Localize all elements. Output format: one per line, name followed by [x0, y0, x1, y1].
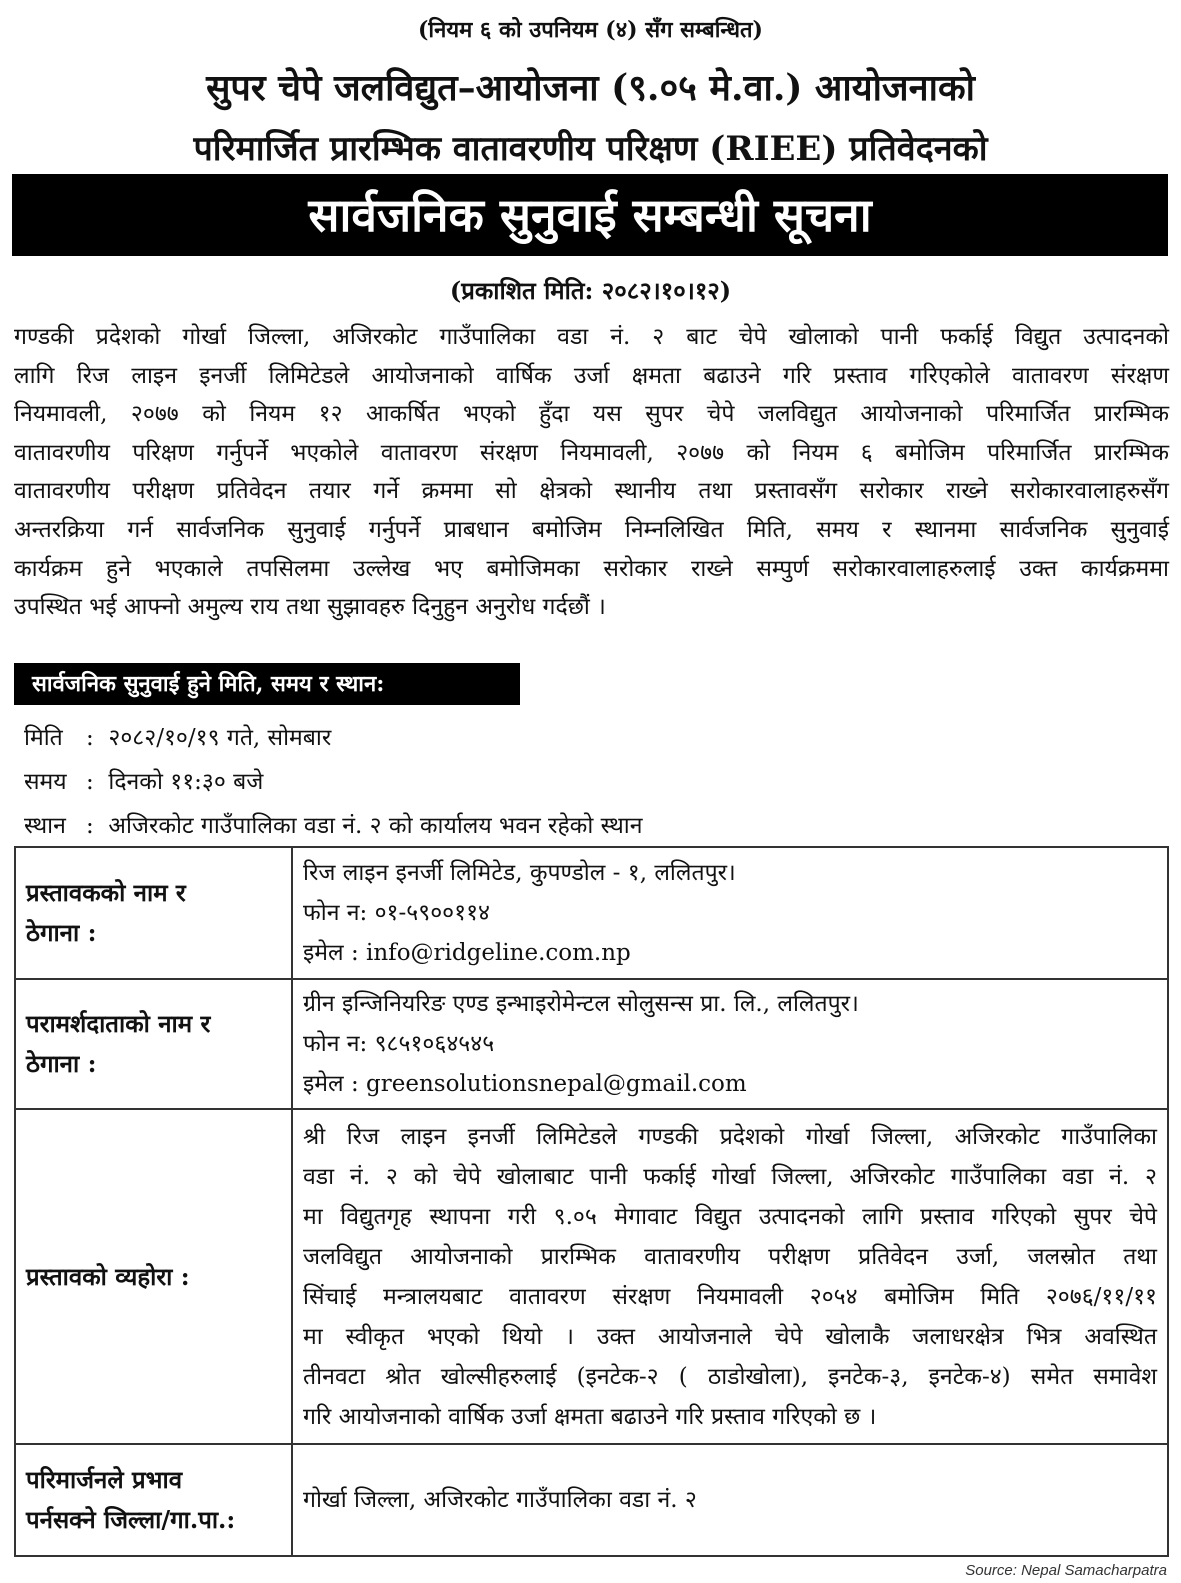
row-value-line: ग्रीन इन्जिनियरिङ एण्ड इन्भाइरोमेन्टल सोलुसन्स प्रा. लि., ललितपुर। — [303, 991, 859, 1017]
row-value-line: मा स्वीकृत भएको थियो । उक्त आयोजनाले चेपे खोलाकै जलाधरक्षेत्र भित्र अवस्थित — [303, 1323, 1157, 1350]
body-line: नियमावली, २०७७ को नियम १२ आकर्षित भएको हुँदा यस सुपर चेपे जलविद्युत आयोजनाको परिमार्जित प्रारम्भिक — [14, 401, 1169, 428]
row-value — [292, 847, 1168, 979]
row-label-line: प्रस्तावकको नाम र — [26, 878, 186, 907]
hearing-date: मिति : २०८२/१०/१९ गते, सोमबार — [24, 725, 332, 751]
title-line-2: परिमार्जित प्रारम्भिक वातावरणीय परिक्षण (RIEE) प्रतिवेदनको — [193, 129, 988, 169]
row-label — [15, 1444, 292, 1556]
body-line: गण्डकी प्रदेशको गोर्खा जिल्ला, अजिरकोट गाउँपालिका वडा नं. २ बाट चेपे खोलाको पानी फर्काई विद्युत उत्पादनको — [14, 324, 1169, 350]
row-value — [292, 979, 1168, 1109]
notice-body — [14, 318, 1169, 627]
table-row — [15, 979, 1168, 1109]
row-value-line: इमेल : greensolutionsnepal@gmail.com — [303, 1071, 747, 1097]
row-label — [15, 1109, 292, 1444]
title-line-1: सुपर चेपे जलविद्युत–आयोजना (९.०५ मे.वा.) आयोजनाको — [206, 67, 975, 109]
row-label-line: प्रस्तावको व्यहोरा : — [26, 1261, 190, 1291]
row-value-line: फोन न: ९८५१०६४५४५ — [303, 1031, 495, 1057]
body-line: उपस्थित भई आफ्नो अमुल्य राय तथा सुझावहरु दिनुहुन अनुरोध गर्दछौं । — [14, 594, 606, 621]
row-value-line: जलविद्युत आयोजनाको प्रारम्भिक वातावरणीय परीक्षण प्रतिवेदन उर्जा, जलस्रोत तथा — [303, 1243, 1157, 1270]
row-label-line: ठेगाना : — [26, 1049, 97, 1078]
row-value-line: गोर्खा जिल्ला, अजिरकोट गाउँपालिका वडा नं. २ — [303, 1487, 697, 1513]
rule-reference: (नियम ६ को उपनियम (४) सँग सम्बन्धित) — [418, 17, 763, 43]
row-label — [15, 979, 292, 1109]
row-label — [15, 847, 292, 979]
row-value-line: श्री रिज लाइन इनर्जी लिमिटेडले गण्डकी प्रदेशको गोर्खा जिल्ला, अजिरकोट गाउँपालिका — [303, 1123, 1157, 1150]
row-value-line: फोन न: ०१-५९००११४ — [303, 900, 491, 926]
row-value-line: तीनवटा श्रोत खोल्सीहरुलाई (इनटेक-२ ( ठाडोखोला), इनटेक-३, इनटेक-४) समेत समावेश — [303, 1363, 1157, 1390]
body-line: कार्यक्रम हुने भएकाले तपसिलमा उल्लेख भए बमोजिमका सरोकार राख्ने सम्पुर्ण सरोकारवालाहरुलाई उक्त कार्यक्रममा — [14, 555, 1169, 582]
row-label-line: परिमार्जनले प्रभाव — [26, 1465, 183, 1494]
source-credit: Source: Nepal Samacharpatra — [965, 1562, 1167, 1579]
body-line: अन्तरक्रिया गर्न सार्वजनिक सुनुवाई गर्नुपर्ने प्राबधान बमोजिम निम्नलिखित मिति, समय र स्थानमा सार्वजनिक सुनुवाई — [14, 516, 1169, 543]
row-label-line: ठेगाना : — [26, 918, 97, 947]
row-value-line: गरि आयोजनाको वार्षिक उर्जा क्षमता बढाउने गरि प्रस्ताव गरिएको छ । — [303, 1403, 877, 1430]
row-value-line: वडा नं. २ को चेपे खोलाबाट पानी फर्काई गोर्खा जिल्ला, अजिरकोट गाउँपालिका वडा नं. २ — [303, 1163, 1157, 1190]
body-line: लागि रिज लाइन इनर्जी लिमिटेडले आयोजनाको वार्षिक उर्जा क्षमता बढाउने गरि प्रस्ताव गरिएकोले वातावरण संरक्षण — [14, 362, 1169, 389]
row-label-line: परामर्शदाताको नाम र — [26, 1009, 211, 1038]
hearing-heading: सार्वजनिक सुनुवाई हुने मिति, समय र स्थान: — [14, 663, 520, 705]
hearing-place: स्थान : अजिरकोट गाउँपालिका वडा नं. २ को कार्यालय भवन रहेको स्थान — [24, 813, 643, 839]
row-value-line: रिज लाइन इनर्जी लिमिटेड, कुपण्डोल - १, ललितपुर। — [303, 860, 736, 886]
row-value-line: सिंचाई मन्त्रालयबाट वातावरण संरक्षण नियमावली २०५४ बमोजिम मिति २०७६/११/११ — [303, 1283, 1157, 1310]
row-value-line: इमेल : info@ridgeline.com.np — [303, 940, 631, 966]
published-date: (प्रकाशित मिति: २०८२।१०।१२) — [449, 276, 732, 305]
body-line: वातावरणीय परिक्षण गर्नुपर्ने भएकोले वातावरण संरक्षण नियमावली, २०७७ को नियम ६ बमोजिम परिमार्जित प्रारम्भिक — [14, 439, 1169, 466]
row-label-line: पर्नसक्ने जिल्ला/गा.पा.: — [26, 1505, 236, 1534]
row-value — [292, 1109, 1168, 1444]
body-line: वातावरणीय परीक्षण प्रतिवेदन तयार गर्ने क्रममा सो क्षेत्रको स्थानीय तथा प्रस्तावसँग सरोकार राख्ने सरोकारवालाहरुसँग — [14, 478, 1169, 505]
notice-banner: सार्वजनिक सुनुवाई सम्बन्धी सूचना — [12, 174, 1168, 256]
hearing-time: समय : दिनको ११:३० बजे — [24, 769, 264, 795]
table-row — [15, 1109, 1168, 1444]
row-value-line: मा विद्युतगृह स्थापना गरी ९.०५ मेगावाट विद्युत उत्पादनको लागि प्रस्ताव गरिएको सुपर चेपे — [303, 1203, 1157, 1230]
table-row — [15, 847, 1168, 979]
table-row — [15, 1444, 1168, 1556]
row-value — [292, 1444, 1168, 1556]
details-table — [14, 846, 1169, 1557]
